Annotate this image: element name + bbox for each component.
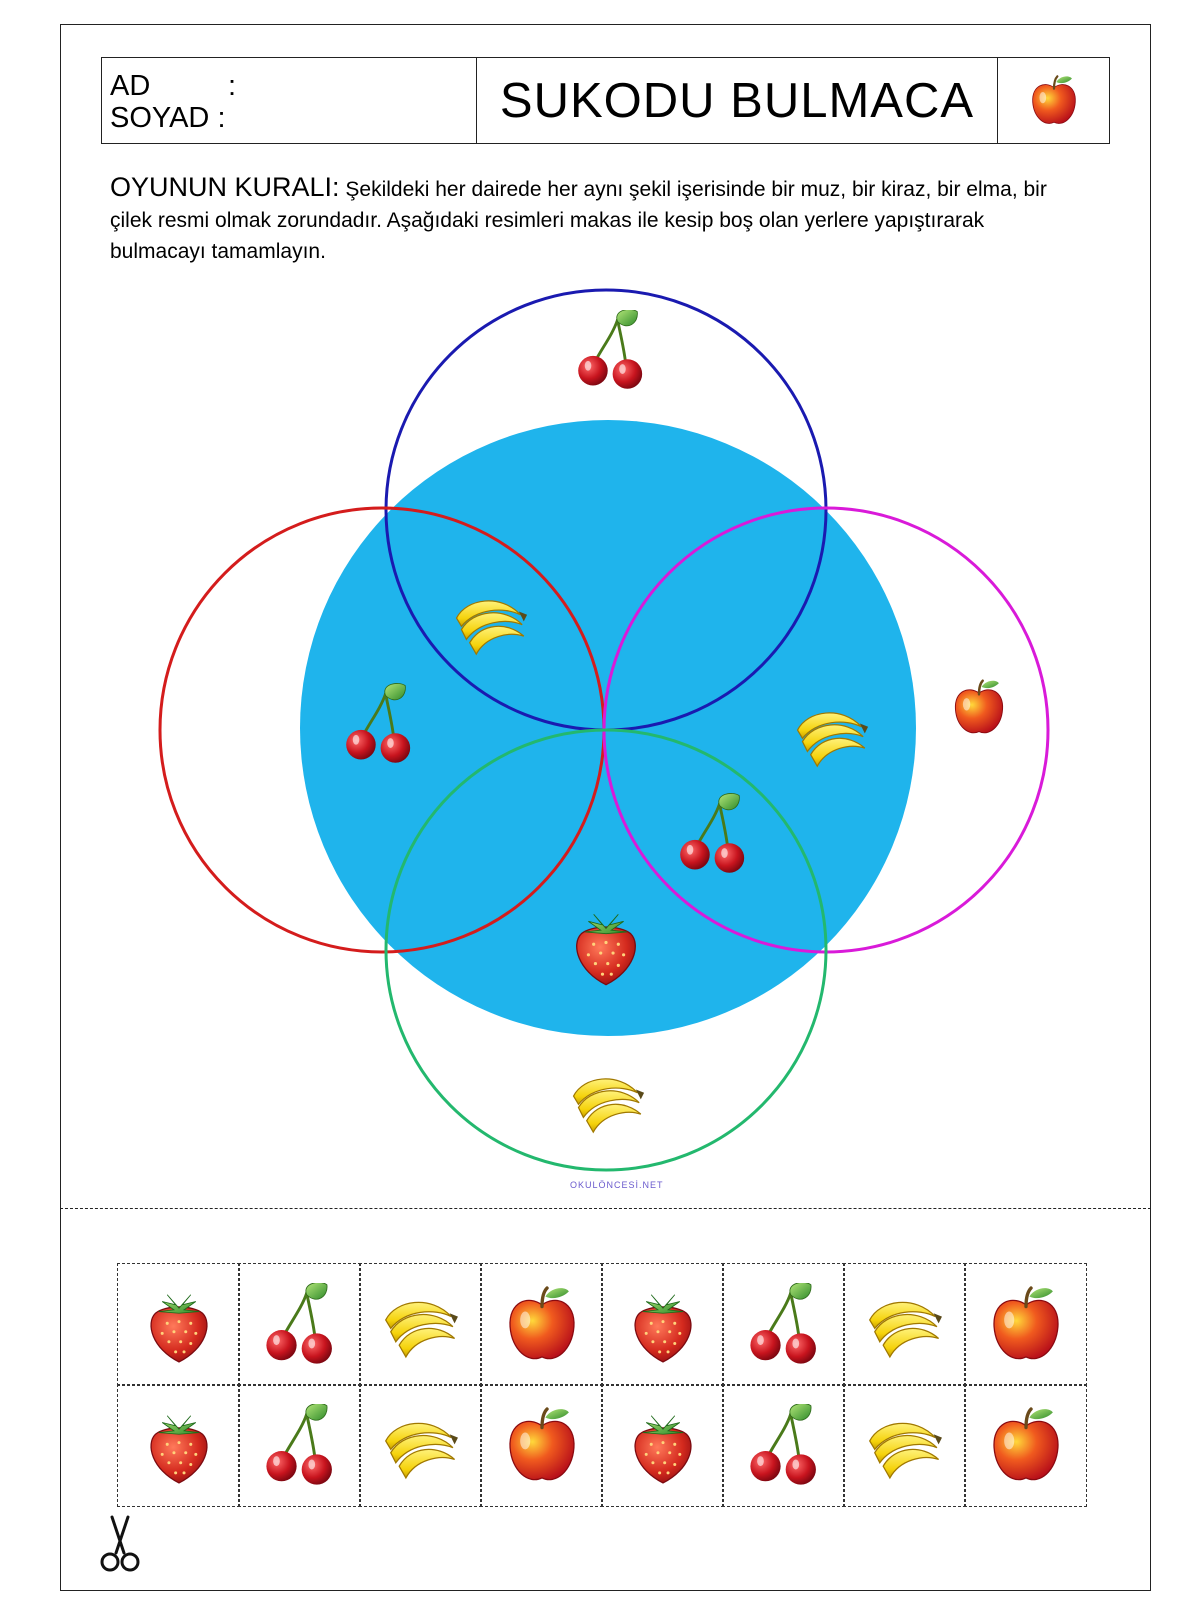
cutout-tile-cherry[interactable] — [722, 1384, 844, 1506]
name-colon: : — [228, 70, 237, 102]
cutout-tile-strawberry[interactable] — [601, 1263, 723, 1385]
cherry-icon — [258, 1404, 342, 1488]
strawberry-icon — [621, 1404, 705, 1488]
surname-label: SOYAD — [110, 102, 210, 134]
strawberry-icon — [621, 1283, 705, 1367]
cherry-icon — [742, 1283, 826, 1367]
rules-label: OYUNUN KURALI: — [110, 172, 340, 202]
cutout-tile-strawberry[interactable] — [117, 1384, 239, 1506]
apple-icon — [500, 1404, 584, 1488]
banana-icon — [379, 1283, 463, 1367]
cutout-tile-cherry[interactable] — [238, 1263, 360, 1385]
cutout-tile-apple[interactable] — [964, 1263, 1086, 1385]
cutout-tile-apple[interactable] — [964, 1384, 1086, 1506]
cherry-icon — [578, 309, 642, 388]
banana-icon — [574, 1079, 645, 1132]
cherry-icon — [742, 1404, 826, 1488]
cutout-tile-banana[interactable] — [843, 1263, 965, 1385]
banana-icon — [379, 1404, 463, 1488]
page-title: SUKODU BULMACA — [477, 58, 998, 143]
strawberry-icon — [137, 1283, 221, 1367]
cherry-icon — [258, 1283, 342, 1367]
cutout-tile-strawberry[interactable] — [601, 1384, 723, 1506]
cutout-tile-banana[interactable] — [359, 1263, 481, 1385]
apple-icon — [955, 681, 1002, 733]
cutout-tile-cherry[interactable] — [722, 1263, 844, 1385]
name-label: AD — [110, 70, 151, 102]
cutout-tile-banana[interactable] — [843, 1384, 965, 1506]
watermark: OKULÖNCESİ.NET — [570, 1180, 664, 1190]
apple-icon — [500, 1283, 584, 1367]
rules-text: Şekildeki her dairede her aynı şekil işerisinde bir muz, bir kiraz, bir elma, bir çilek resmi olmak zorundadır. Aşağıdaki resimleri makas ile kesip boş olan yerlere yapıştırarak bulmacayı tamamlayın. — [110, 178, 1047, 263]
apple-icon — [984, 1283, 1068, 1367]
scissors-icon — [98, 1515, 142, 1578]
cutout-tile-apple[interactable] — [480, 1384, 602, 1506]
cutout-tile-apple[interactable] — [480, 1263, 602, 1385]
surname-colon: : — [217, 102, 226, 134]
cutout-tiles-grid — [118, 1264, 1086, 1506]
cutout-tile-strawberry[interactable] — [117, 1263, 239, 1385]
cutout-tile-cherry[interactable] — [238, 1384, 360, 1506]
banana-icon — [863, 1283, 947, 1367]
cutout-tile-banana[interactable] — [359, 1384, 481, 1506]
strawberry-icon — [137, 1404, 221, 1488]
apple-icon — [984, 1404, 1068, 1488]
banana-icon — [863, 1404, 947, 1488]
cut-line — [60, 1208, 1151, 1209]
